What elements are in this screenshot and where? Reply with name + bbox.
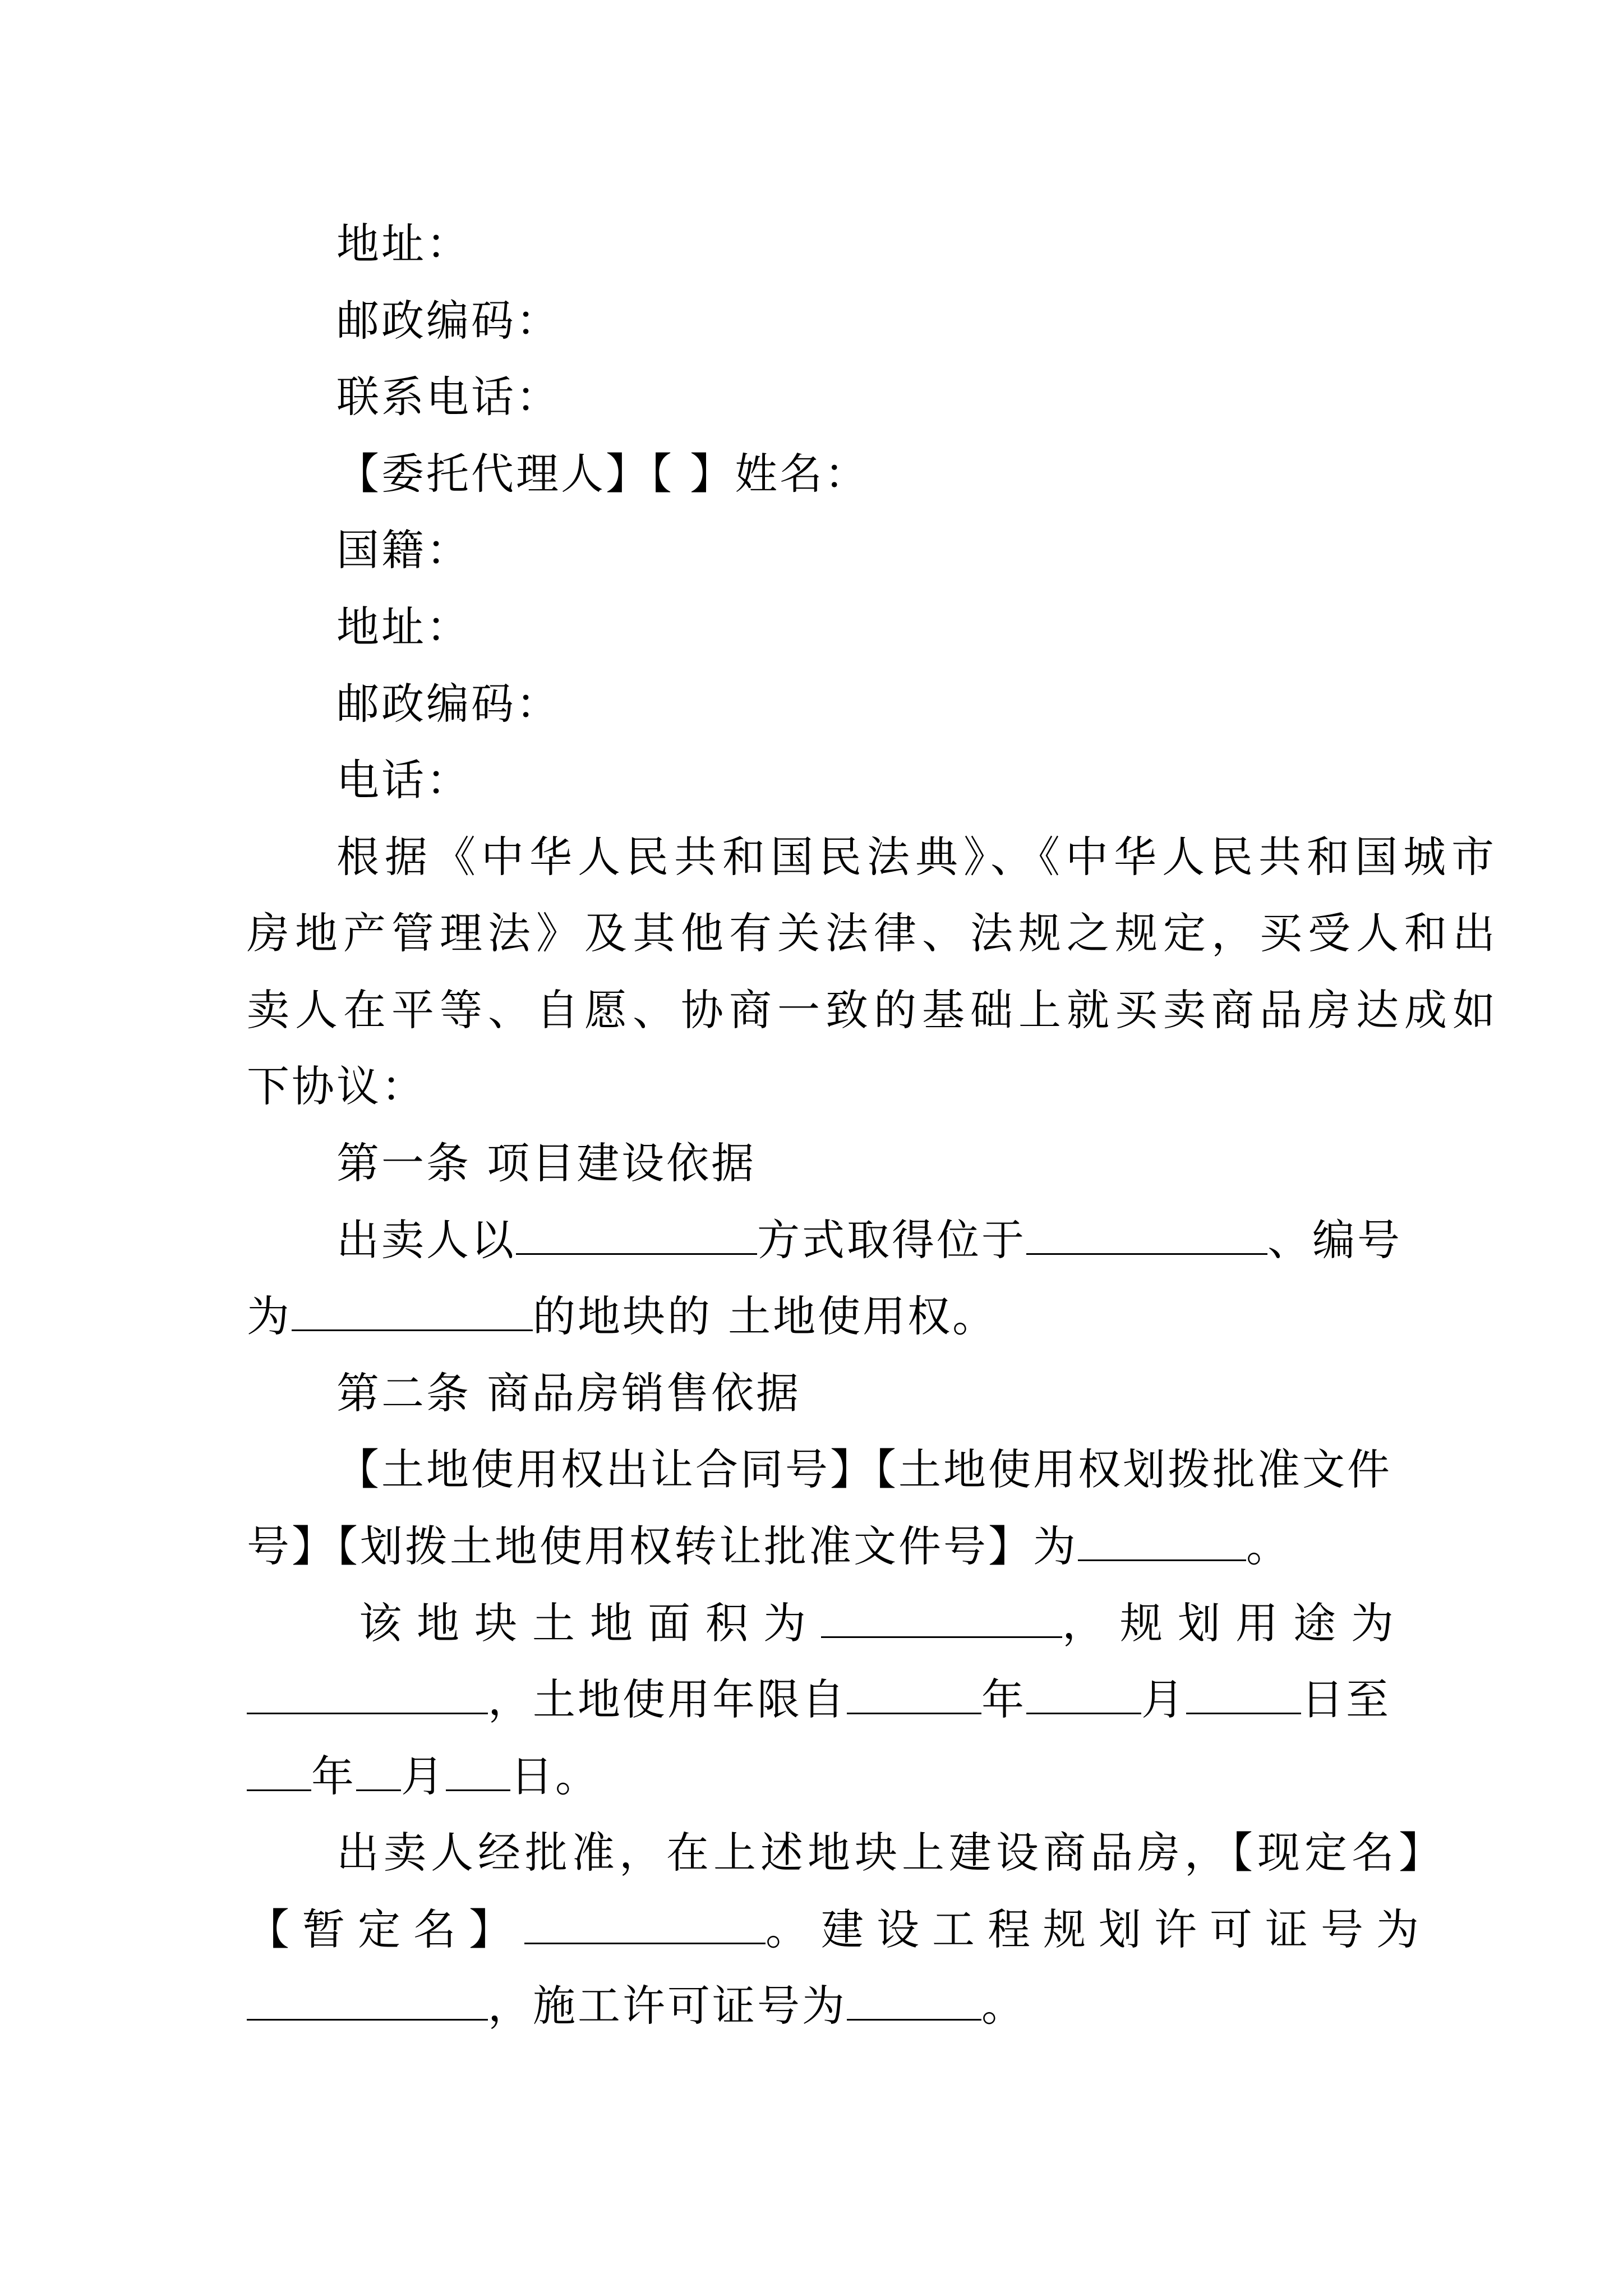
term-end-text-c: 日。: [510, 1751, 600, 1801]
article-1-text-c: 、编号: [1267, 1215, 1402, 1265]
term-end-day-blank[interactable]: [446, 1750, 510, 1791]
construction-line-3: [247, 1978, 1026, 2034]
term-end-line: [247, 1749, 600, 1805]
planning-permit-blank[interactable]: [247, 1980, 488, 2021]
term-end-text-b: 月: [401, 1751, 446, 1801]
article-1-line-2: [247, 1289, 997, 1345]
agent-phone-label: 电话：: [336, 755, 471, 805]
construction-line-1: 出卖人经批准，在上述地块上建设商品房，【现定名】: [336, 1828, 1446, 1878]
land-area-blank[interactable]: [821, 1597, 1062, 1638]
construction-text-a: 【暂定名】: [247, 1904, 524, 1954]
term-start-month-blank[interactable]: [1026, 1673, 1141, 1714]
term-end-year-blank[interactable]: [247, 1750, 311, 1791]
agent-name-label: 【委托代理人】【 】姓名：: [336, 449, 870, 499]
land-number-blank[interactable]: [292, 1290, 533, 1331]
term-start-year-blank[interactable]: [847, 1673, 981, 1714]
construction-text-b: 。建设工程规划许可证号为: [766, 1904, 1432, 1954]
term-text-d: 日至: [1301, 1674, 1391, 1724]
construction-line-2: [247, 1902, 1432, 1958]
agent-address-label: 地址：: [336, 602, 471, 652]
land-area-text-a: 该地块土地面积为: [359, 1598, 821, 1648]
construction-text-d: 。: [981, 1981, 1026, 2031]
agent-postcode-label: 邮政编码：: [336, 679, 561, 729]
article-2-line-2: [247, 1519, 1291, 1575]
term-start-day-blank[interactable]: [1186, 1673, 1301, 1714]
term-text-c: 月: [1141, 1674, 1186, 1724]
project-name-blank[interactable]: [524, 1903, 766, 1944]
article-2-text-b: 。: [1246, 1521, 1291, 1571]
article-1-text-d: 为: [247, 1291, 292, 1341]
article-1-text-e: 的地块的 土地使用权。: [533, 1291, 998, 1341]
term-end-month-blank[interactable]: [356, 1750, 401, 1791]
term-text-b: 年: [981, 1674, 1026, 1724]
article-2-heading: 第二条 商品房销售依据: [336, 1368, 801, 1418]
construction-permit-blank[interactable]: [847, 1980, 981, 2021]
article-1-text-a: 出卖人以: [336, 1215, 516, 1265]
contract-number-blank[interactable]: [1078, 1520, 1246, 1561]
article-2-line-1: 【土地使用权出让合同号】【土地使用权划拨批准文件: [336, 1444, 1392, 1494]
seller-phone-label: 联系电话：: [336, 372, 561, 422]
land-location-blank[interactable]: [1026, 1214, 1267, 1255]
article-1-line-1: [336, 1212, 1402, 1268]
article-1-text-b: 方式取得位于: [757, 1215, 1026, 1265]
acquisition-method-blank[interactable]: [516, 1214, 757, 1255]
agent-nationality-label: 国籍：: [336, 525, 471, 575]
preamble-line-4: 下协议：: [247, 1061, 426, 1111]
term-text-a: ，土地使用年限自: [488, 1674, 847, 1724]
term-end-text-a: 年: [311, 1751, 356, 1801]
construction-text-c: ，施工许可证号为: [488, 1981, 847, 2031]
preamble-line-2: 房地产管理法》及其他有关法律、法规之规定，买受人和出: [247, 908, 1501, 958]
seller-postcode-label: 邮政编码：: [336, 296, 561, 346]
land-use-term-line: [247, 1672, 1391, 1728]
preamble-line-1: 根据《中华人民共和国民法典》、《中华人民共和国城市: [336, 832, 1500, 882]
preamble-line-3: 卖人在平等、自愿、协商一致的基础上就买卖商品房达成如: [247, 985, 1501, 1035]
seller-address-label: 地址：: [336, 219, 471, 269]
planned-use-blank[interactable]: [247, 1673, 488, 1714]
article-1-heading: 第一条 项目建设依据: [336, 1138, 757, 1188]
land-area-line: [359, 1595, 1409, 1651]
article-2-text-a: 号】【划拨土地使用权转让批准文件号】为: [247, 1521, 1078, 1571]
land-area-text-b: ，规划用途为: [1062, 1598, 1409, 1648]
